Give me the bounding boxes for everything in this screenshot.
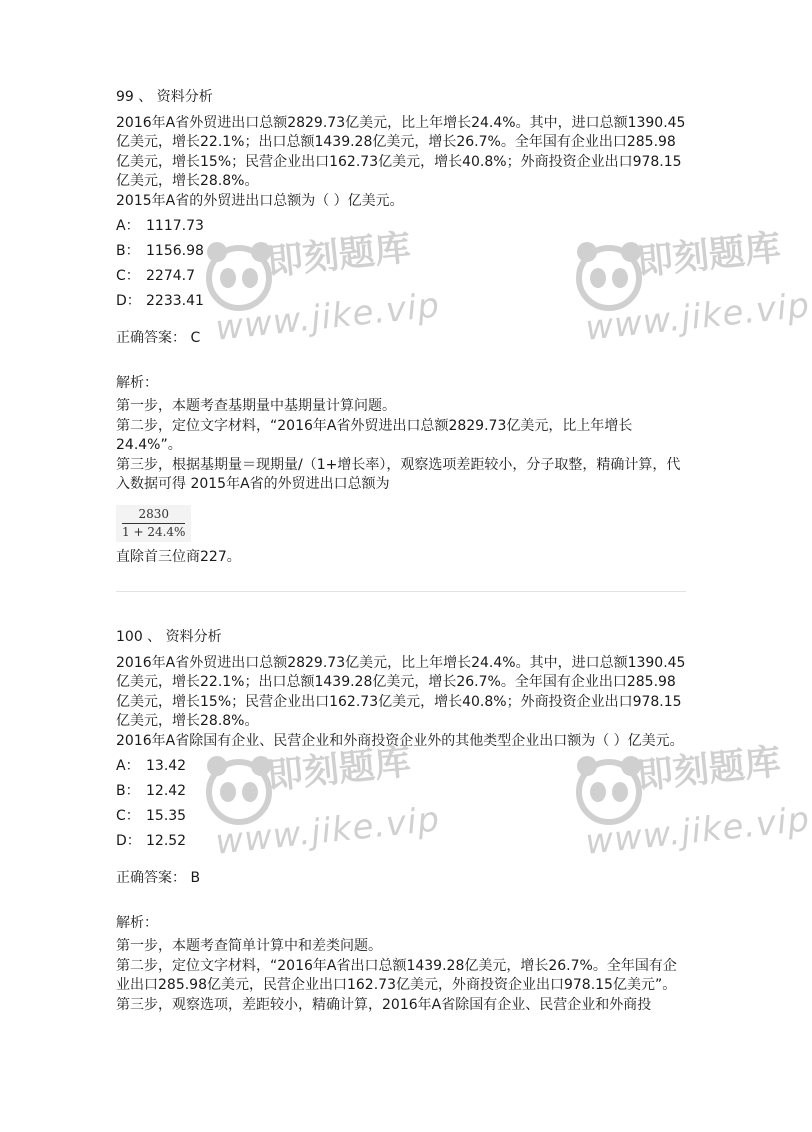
analysis-conclusion: 直除首三位商227。 — [116, 548, 241, 565]
watermark-url: www.jike.vip — [583, 285, 812, 349]
formula-image — [116, 505, 191, 542]
option-a[interactable] — [116, 214, 686, 239]
watermark-url: www.jike.vip — [213, 799, 442, 863]
option-text: 15.35 — [146, 808, 187, 824]
watermark-brand: 即刻题库 — [635, 227, 783, 284]
option-text: 2274.7 — [146, 268, 195, 284]
answer-value: C — [190, 330, 201, 346]
watermark-clipped — [575, 741, 812, 882]
question-material: 2016年A省外贸进出口总额2829.73亿美元，比上年增长24.4%。其中，进口总额1390.45亿美元，增长22.1%；出口总额1439.28亿美元，增长26.7%。全年国有企业出口285.98亿美元，增长15%；民营企业出口162.73亿美元，增长40.8%；外商投资企业出口978.15亿美元，增长28.8%。 — [116, 114, 686, 189]
analysis-step-1: 第一步，本题考查简单计算中和差类问题。 — [116, 938, 382, 954]
answer-value: B — [190, 870, 201, 886]
analysis-step-2: 第二步，定位文字材料，“2016年A省出口总额1439.28亿美元，增长26.7%。全年国有企业出口285.98亿美元，民营企业出口162.73亿美元，外商投资企业出口978.15亿美元”。 — [116, 957, 677, 993]
question-heading: 100 、 资料分析 — [116, 629, 222, 645]
formula-numerator: 2830 — [122, 507, 185, 524]
analysis-title: 解析： — [116, 914, 158, 931]
option-label: C： — [116, 268, 140, 284]
formula-denominator: 1 + 24.4% — [122, 524, 186, 539]
watermark-url: www.jike.vip — [583, 799, 812, 863]
option-label: A： — [116, 758, 140, 774]
option-text: 12.52 — [146, 833, 187, 849]
watermark-brand: 即刻题库 — [265, 227, 413, 284]
option-text: 1156.98 — [146, 243, 204, 259]
question-stem: 2015年A省的外贸进出口总额为（ ）亿美元。 — [116, 192, 404, 209]
option-text: 2233.41 — [146, 293, 204, 309]
panda-logo-icon — [575, 238, 643, 316]
panda-logo-icon — [575, 752, 643, 830]
analysis-title: 解析： — [116, 374, 158, 391]
option-text: 12.42 — [146, 783, 187, 799]
option-label: A： — [116, 218, 140, 234]
watermark-clipped — [575, 227, 812, 368]
option-label: B： — [116, 783, 140, 799]
section-divider — [116, 591, 686, 592]
analysis-step-2: 第二步，定位文字材料，“2016年A省外贸进出口总额2829.73亿美元，比上年增长24.4%”。 — [116, 417, 633, 453]
watermark-brand: 即刻题库 — [265, 741, 413, 798]
watermark-url: www.jike.vip — [213, 285, 442, 349]
option-label: B： — [116, 243, 140, 259]
option-label: D： — [116, 833, 141, 849]
analysis-step-1: 第一步，本题考查基期量中基期量计算问题。 — [116, 398, 396, 414]
answer-label: 正确答案： — [116, 330, 186, 346]
question-heading: 99 、 资料分析 — [116, 89, 213, 105]
option-label: D： — [116, 293, 141, 309]
option-text: 1117.73 — [146, 218, 204, 234]
question-material: 2016年A省外贸进出口总额2829.73亿美元，比上年增长24.4%。其中，进口总额1390.45亿美元，增长22.1%；出口总额1439.28亿美元，增长26.7%。全年国有企业出口285.98亿美元，增长15%；民营企业出口162.73亿美元，增长40.8%；外商投资企业出口978.15亿美元，增长28.8%。 — [116, 654, 686, 729]
answer-label: 正确答案： — [116, 870, 186, 886]
watermark-brand: 即刻题库 — [635, 741, 783, 798]
question-stem: 2016年A省除国有企业、民营企业和外商投资企业外的其他类型企业出口额为（ ）亿美元。 — [116, 732, 684, 749]
option-label: C： — [116, 808, 140, 824]
option-text: 13.42 — [146, 758, 187, 774]
analysis-step-3: 第三步，根据基期量＝现期量/（1+增长率），观察选项差距较小，分子取整，精确计算，代入数据可得 2015年A省的外贸进出口总额为 — [116, 456, 681, 492]
analysis-step-3: 第三步，观察选项，差距较小，精确计算，2016年A省除国有企业、民营企业和外商投 — [116, 996, 652, 1013]
